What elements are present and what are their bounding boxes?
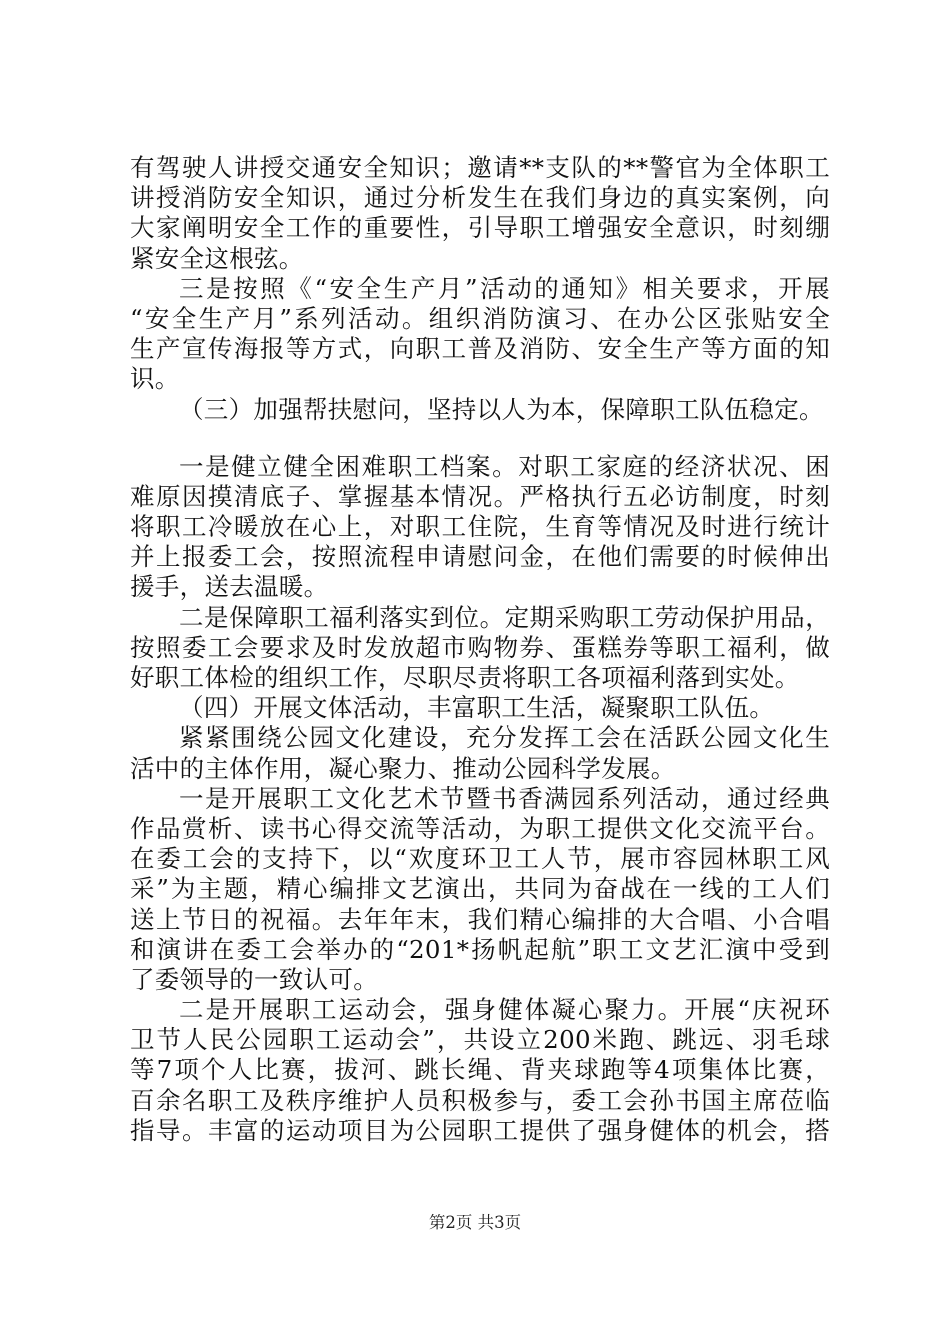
paragraph-start-line: 紧紧围绕公园文化建设，充分发挥工会在活跃公园文化生 (179, 723, 830, 753)
text-line: 了委领导的一致认可。 (130, 964, 378, 994)
text-line: 送上节日的祝福。去年年末，我们精心编排的大合唱、小合唱 (130, 904, 830, 934)
text-line: 识。 (130, 364, 180, 394)
text-line: 作品赏析、读书心得交流等活动，为职工提供文化交流平台。 (130, 813, 830, 843)
text-line: 援手，送去温暖。 (130, 572, 329, 602)
text-line: 活中的主体作用，凝心聚力、推动公园科学发展。 (130, 753, 676, 783)
text-line: 并上报委工会，按照流程申请慰问金，在他们需要的时候伸出 (130, 542, 830, 572)
text-line: 难原因摸清底子、掌握基本情况。严格执行五必访制度，时刻 (130, 481, 830, 511)
section-heading: （四）开展文体活动，丰富职工生活，凝聚职工队伍。 (179, 693, 775, 723)
text-line: 好职工体检的组织工作，尽职尽责将职工各项福利落到实处。 (130, 663, 800, 692)
text-line: 按照委工会要求及时发放超市购物券、蛋糕券等职工福利，做 (130, 632, 830, 662)
text-line: 讲授消防安全知识，通过分析发生在我们身边的真实案例，向 (130, 183, 830, 213)
text-line: 和演讲在委工会举办的“201*扬帆起航”职工文艺汇演中受到 (130, 934, 830, 964)
paragraph-start-line: 二是保障职工福利落实到位。定期采购职工劳动保护用品， (179, 602, 830, 632)
text-line: 百余名职工及秩序维护人员积极参与，委工会孙书国主席莅临 (130, 1085, 830, 1115)
document-body (130, 153, 830, 1146)
text-line: 卫节人民公园职工运动会”，共设立200米跑、跳远、羽毛球 (130, 1025, 830, 1055)
text-line: 在委工会的支持下，以“欢度环卫工人节，展市容园林职工风 (130, 844, 830, 874)
text-line: 指导。丰富的运动项目为公园职工提供了强身健体的机会，搭 (130, 1115, 830, 1145)
text-line: 紧安全这根弦。 (130, 243, 304, 273)
text-line: 等7项个人比赛，拔河、跳长绳、背夹球跑等4项集体比赛， (130, 1055, 830, 1085)
text-line: 采”为主题，精心编排文艺演出，共同为奋战在一线的工人们 (130, 874, 830, 904)
text-line: 生产宣传海报等方式，向职工普及消防、安全生产等方面的知 (130, 334, 830, 364)
paragraph-start-line: 三是按照《“安全生产月”活动的通知》相关要求，开展 (179, 273, 830, 303)
section-heading: （三）加强帮扶慰问，坚持以人为本，保障职工队伍稳定。 (179, 394, 824, 424)
spacer (130, 425, 830, 452)
paragraph-start-line: 二是开展职工运动会，强身健体凝心聚力。开展“庆祝环 (179, 995, 830, 1025)
paragraph-start-line: 一是健立健全困难职工档案。对职工家庭的经济状况、困 (179, 451, 830, 481)
text-line: 将职工冷暖放在心上，对职工住院，生育等情况及时进行统计 (130, 512, 830, 542)
text-line: “安全生产月”系列活动。组织消防演习、在办公区张贴安全 (130, 303, 830, 333)
paragraph-start-line: 一是开展职工文化艺术节暨书香满园系列活动，通过经典 (179, 783, 830, 813)
text-line: 有驾驶人讲授交通安全知识；邀请**支队的**警官为全体职工 (130, 153, 830, 182)
text-line: 大家阐明安全工作的重要性，引导职工增强安全意识，时刻绷 (130, 213, 830, 243)
page-number-footer: 第2页 共3页 (428, 1213, 522, 1232)
